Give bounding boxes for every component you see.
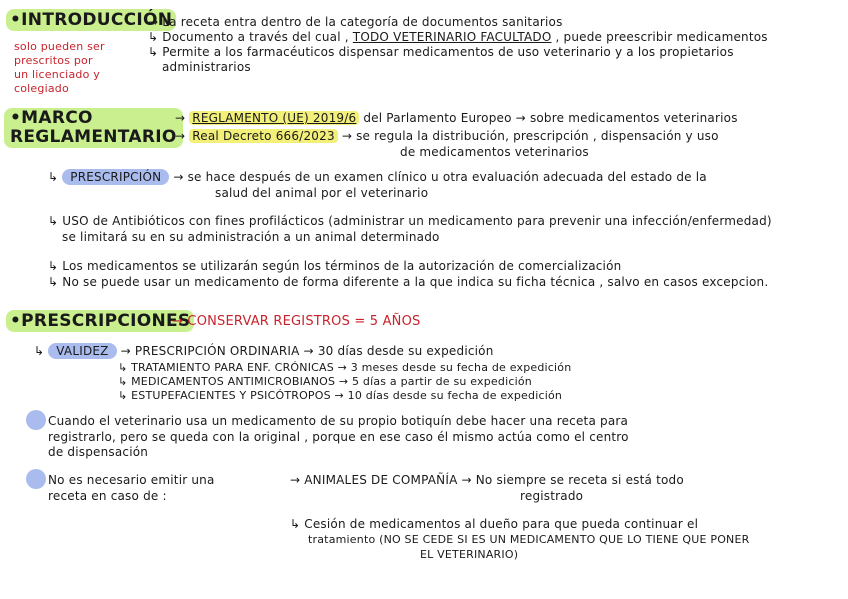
cesion-line-2: tratamiento (NO SE CEDE SI ES UN MEDICAMENTO QUE LO TIENE QUE PONER <box>308 533 750 546</box>
reg-1-name: REGLAMENTO (UE) 2019/6 <box>189 111 359 125</box>
validez-row <box>34 344 494 358</box>
conservar-registros-note: → CONSERVAR REGISTROS = 5 AÑOS <box>172 314 421 329</box>
botiquin-line-3: de dispensación <box>48 445 149 459</box>
no-necesario-line-2: receta en caso de : <box>48 489 167 503</box>
antibio-line-2: se limitará su en su administración a un animal determinado <box>62 230 440 244</box>
intro-line-2a: ↳ Documento a través del cual , <box>148 30 349 44</box>
return-arrow-icon: ↳ <box>48 170 59 184</box>
prescripcion-row <box>48 170 707 184</box>
arrow-icon: → <box>175 129 186 143</box>
validez-line-3: ↳ MEDICAMENTOS ANTIMICROBIANOS → 5 días a partir de su expedición <box>118 375 532 388</box>
intro-line-2b: TODO VETERINARIO FACULTADO <box>352 30 552 44</box>
intro-line-3: ↳ Permite a los farmacéuticos dispensar medicamentos de uso veterinario y a los propietarios <box>148 45 734 59</box>
reg-1-rest: del Parlamento Europeo → sobre medicamentos veterinarios <box>363 111 738 125</box>
marco-heading-line-1: •MARCO <box>10 108 93 128</box>
validez-line-2: ↳ TRATAMIENTO PARA ENF. CRÓNICAS → 3 meses desde su fecha de expedición <box>118 361 572 374</box>
reg-2-name: Real Decreto 666/2023 <box>189 129 338 143</box>
botiquin-line-2: registrarlo, pero se queda con la original , porque en ese caso él mismo actúa como el centro <box>48 430 629 444</box>
marco-heading-line-2: REGLAMENTARIO <box>10 127 177 147</box>
intro-heading: •INTRODUCCIÓN <box>6 10 176 30</box>
reg-1 <box>175 111 738 125</box>
validez-line-1: → PRESCRIPCIÓN ORDINARIA → 30 días desde su expedición <box>120 344 494 358</box>
animales-compania-line-1: → ANIMALES DE COMPAÑÍA → No siempre se receta si está todo <box>290 473 684 487</box>
intro-line-3b: administrarios <box>162 60 251 74</box>
arrow-icon: → <box>175 111 186 125</box>
validez-line-4: ↳ ESTUPEFACIENTES Y PSICÓTROPOS → 10 días desde su fecha de expedición <box>118 389 563 402</box>
prescripcion-label: PRESCRIPCIÓN <box>62 169 169 185</box>
medic-line-2: ↳ No se puede usar un medicamento de forma diferente a la que indica su ficha técnica , salvo en casos excepcion. <box>48 275 769 289</box>
validez-label: VALIDEZ <box>48 343 116 359</box>
bullet-circle <box>26 410 46 430</box>
prescripcion-text-1: → se hace después de un examen clínico u otra evaluación adecuada del estado de la <box>173 170 707 184</box>
reg-2-rest: → se regula la distribución, prescripción , dispensación y uso <box>341 129 719 143</box>
intro-line-2c: , puede preescribir medicamentos <box>555 30 768 44</box>
prescripcion-text-2: salud del animal por el veterinario <box>215 186 429 200</box>
reg-2 <box>175 129 719 143</box>
reg-2-rest-2: de medicamentos veterinarios <box>400 145 589 159</box>
intro-line-2 <box>148 30 768 44</box>
intro-note <box>14 40 105 96</box>
botiquin-line-1: Cuando el veterinario usa un medicamento de su propio botiquín debe hacer una receta para <box>48 414 629 428</box>
no-necesario-line-1: No es necesario emitir una <box>48 473 215 487</box>
medic-line-1: ↳ Los medicamentos se utilizarán según los términos de la autorización de comercialización <box>48 259 622 273</box>
antibio-line-1: ↳ USO de Antibióticos con fines profilácticos (administrar un medicamento para prevenir una infección/enfermedad) <box>48 214 772 228</box>
cesion-line-1: ↳ Cesión de medicamentos al dueño para que pueda continuar el <box>290 517 699 531</box>
animales-compania-line-2: registrado <box>520 489 584 503</box>
intro-note-line: un licenciado y <box>14 68 100 81</box>
intro-note-line: colegiado <box>14 82 69 95</box>
intro-note-line: solo pueden ser <box>14 40 105 53</box>
marco-heading <box>4 108 186 148</box>
prescripciones-heading: •PRESCRIPCIONES <box>6 311 194 331</box>
bullet-circle <box>26 469 46 489</box>
return-arrow-icon: ↳ <box>34 344 45 358</box>
intro-note-line: prescritos por <box>14 54 93 67</box>
intro-line-1: → La receta entra dentro de la categoría de documentos sanitarios <box>148 15 563 29</box>
cesion-line-3: EL VETERINARIO) <box>420 548 519 561</box>
